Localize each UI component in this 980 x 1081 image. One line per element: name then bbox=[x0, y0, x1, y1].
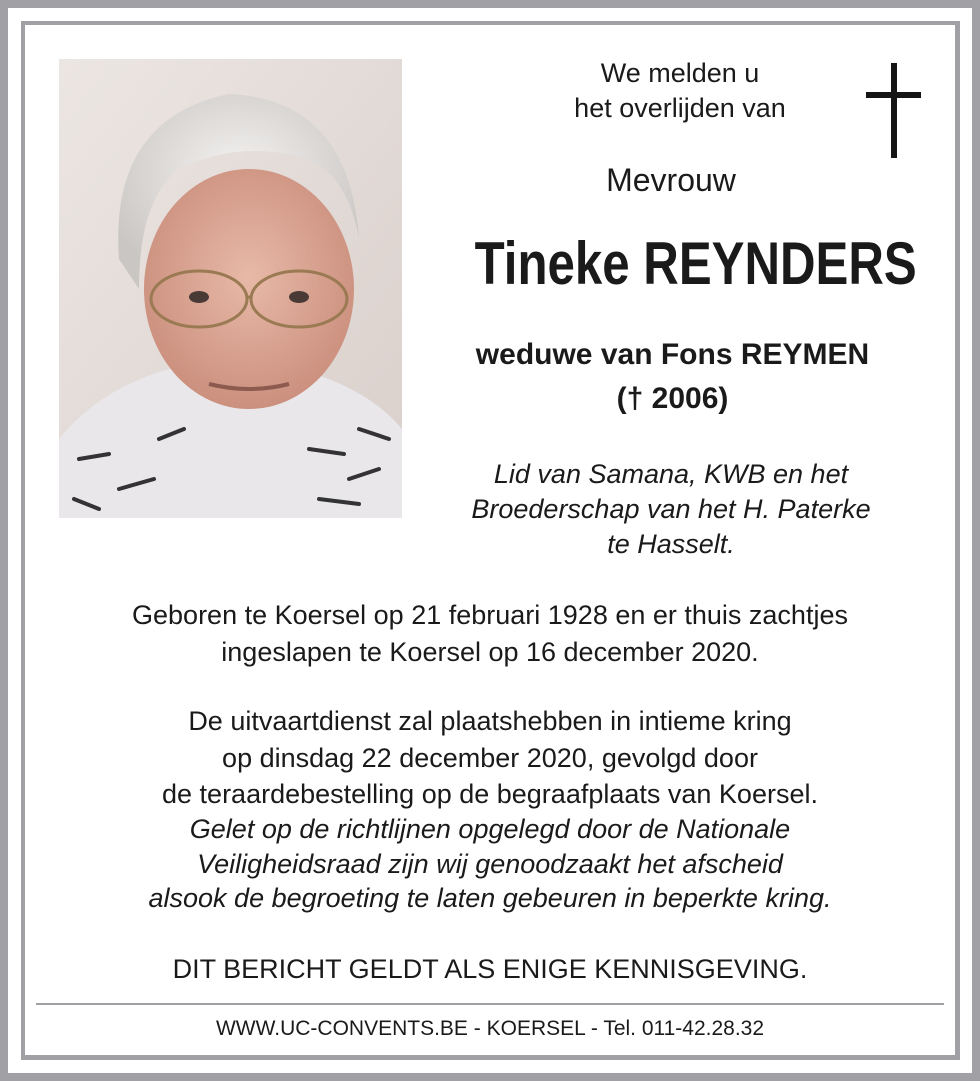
portrait-photo bbox=[59, 59, 402, 518]
funeral-line-3: de teraardebestelling op de begraafplaats van Koersel. bbox=[162, 779, 818, 809]
salutation: Mevrouw bbox=[606, 162, 736, 198]
funeral-line-1: De uitvaartdienst zal plaatshebben in intieme kring bbox=[188, 706, 792, 736]
membership-line-3: te Hasselt. bbox=[607, 529, 735, 559]
notice-line-1: Gelet op de richtlijnen opgelegd door de Nationale bbox=[189, 814, 791, 844]
membership-line-1: Lid van Samana, KWB en het bbox=[493, 459, 849, 489]
birth-death-line-2: ingeslapen te Koersel op 16 december 2020. bbox=[221, 637, 759, 667]
intro-line-1: We melden u bbox=[600, 58, 760, 88]
deceased-name: Tineke REYNDERS bbox=[474, 230, 917, 297]
membership-line-2: Broederschap van het H. Paterke bbox=[471, 494, 871, 524]
intro-line-2: het overlijden van bbox=[574, 93, 786, 123]
notice-line-2: Veiligheidsraad zijn wij genoodzaakt het afscheid bbox=[197, 849, 783, 879]
footer-contact: WWW.UC-CONVENTS.BE - KOERSEL - Tel. 011-42.28.32 bbox=[215, 1017, 765, 1040]
funeral-line-2: op dinsdag 22 december 2020, gevolgd door bbox=[222, 743, 758, 773]
birth-death-line-1: Geboren te Koersel op 21 februari 1928 en er thuis zachtjes bbox=[132, 600, 848, 630]
spouse-line-2: († 2006) bbox=[616, 382, 729, 415]
footer-divider bbox=[36, 1003, 944, 1005]
closing-statement: DIT BERICHT GELDT ALS ENIGE KENNISGEVING. bbox=[172, 954, 808, 984]
notice-line-3: alsook de begroeting te laten gebeuren in beperkte kring. bbox=[148, 883, 832, 913]
spouse-line-1: weduwe van Fons REYMEN bbox=[475, 338, 870, 371]
